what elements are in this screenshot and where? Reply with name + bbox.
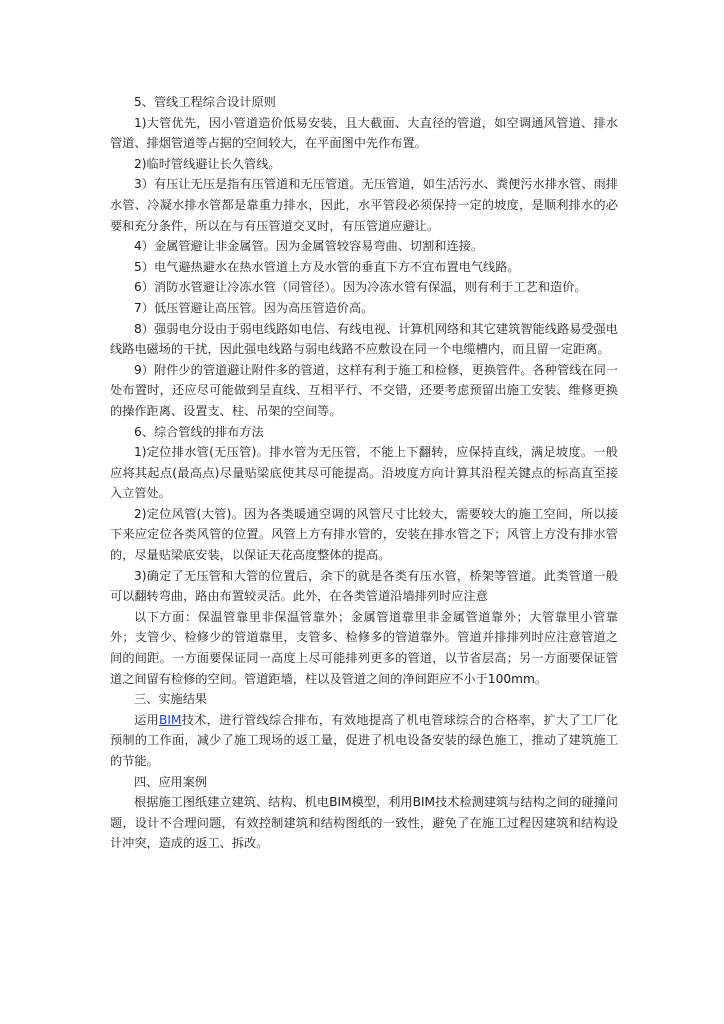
section-4-paragraph: 根据施工图纸建立建筑、结构、机电BIM模型，利用BIM技术检测建筑与结构之间的碰撞问题，设计不合理问题，有效控制建筑和结构图纸的一致性，避免了在施工过程因建筑和结构设计冲突，造成的返工、拆改。 (110, 795, 618, 851)
document-body (110, 92, 618, 854)
section-5-item-6: 6）消防水管避让冷冻水管（同管径）。因为冷冻水管有保温，则有利于工艺和造价。 (134, 280, 587, 295)
section-3-text-after: 技术，进行管线综合排布，有效地提高了机电管球综合的合格率，扩大了工厂化预制的工作面，减少了施工现场的返工量，促进了机电设备安装的绿色施工，推动了建筑施工的节能。 (110, 712, 619, 768)
section-6-heading: 6、综合管线的排布方法 (134, 424, 264, 439)
section-5-item-1: 1)大管优先，因小管道造价低易安装，且大截面、大直径的管道，如空调通风管道、排水管道、排烟管道等占据的空间较大，在平面图中先作布置。 (110, 115, 618, 151)
section-5-item-3: 3）有压让无压是指有压管道和无压管道。无压管道，如生活污水、粪便污水排水管、雨排水管、冷凝水排水管都是靠重力排水，因此，水平管段必须保持一定的坡度，是顺利排水的必要和充分条件，所以在与有压管道交叉时，有压管道应避让。 (110, 177, 618, 233)
section-5-item-2: 2)临时管线避让长久管线。 (134, 156, 281, 171)
section-5-item-9: 9）附件少的管道避让附件多的管道，这样有利于施工和检修，更换管件。各种管线在同一处布置时，还应尽可能做到呈直线、互相平行、不交错，还要考虑预留出施工安装、维修更换的操作距离、设置支、柱、吊架的空间等。 (110, 362, 618, 418)
section-6-item-3: 3)确定了无压管和大管的位置后，余下的就是各类有压水管，桥架等管道。此类管道一般可以翻转弯曲，路由布置较灵活。此外，在各类管道沿墙排列时应注意 (110, 568, 618, 604)
bim-link[interactable]: BIM (158, 712, 182, 727)
section-5-item-4: 4）金属管避让非金属管。因为金属管较容易弯曲、切割和连接。 (134, 239, 484, 254)
section-5-item-8: 8）强弱电分设由于弱电线路如电信、有线电视、计算机网络和其它建筑智能线路易受强电线路电磁场的干扰，因此强电线路与弱电线路不应敷设在同一个电缆槽内，而且留一定距离。 (110, 321, 618, 357)
section-4-heading: 四、应用案例 (134, 774, 208, 789)
section-5-heading: 5、管线工程综合设计原则 (134, 95, 276, 109)
section-3-text-before: 运用 (134, 712, 159, 727)
section-6-item-1: 1)定位排水管(无压管)。排水管为无压管，不能上下翻转，应保持直线，满足坡度。一般应将其起点(最高点)尽量贴梁底使其尽可能提高。沿坡度方向计算其沿程关键点的标高直至接入立管处。 (110, 445, 618, 501)
section-3-heading: 三、实施结果 (134, 692, 208, 707)
section-3-paragraph (110, 710, 618, 772)
section-5-item-5: 5）电气避热避水在热水管道上方及水管的垂直下方不宜布置电气线路。 (134, 259, 520, 274)
section-6-item-2: 2)定位风管(大管)。因为各类暖通空调的风管尺寸比较大，需要较大的施工空间，所以接下来应定位各类风管的位置。风管上方有排水管的，安装在排水管之下；风管上方没有排水管的，尽量贴梁底安装，以保证天花高度整体的提高。 (110, 506, 618, 563)
section-5-item-7: 7）低压管避让高压管。因为高压管造价高。 (134, 300, 374, 315)
section-6-item-3-continued: 以下方面：保温管靠里非保温管靠外；金属管道靠里非金属管道靠外；大管靠里小管靠外；支管少、检修少的管道靠里，支管多、检修多的管道靠外。管道并排排列时应注意管道之间的间距。一方面要保证同一高度上尽可能排列更多的管道，以节省层高；另一方面要保证管道之间留有检修的空间。管道距墙，柱以及管道之间的净间距应不小于100mm。 (110, 609, 618, 686)
